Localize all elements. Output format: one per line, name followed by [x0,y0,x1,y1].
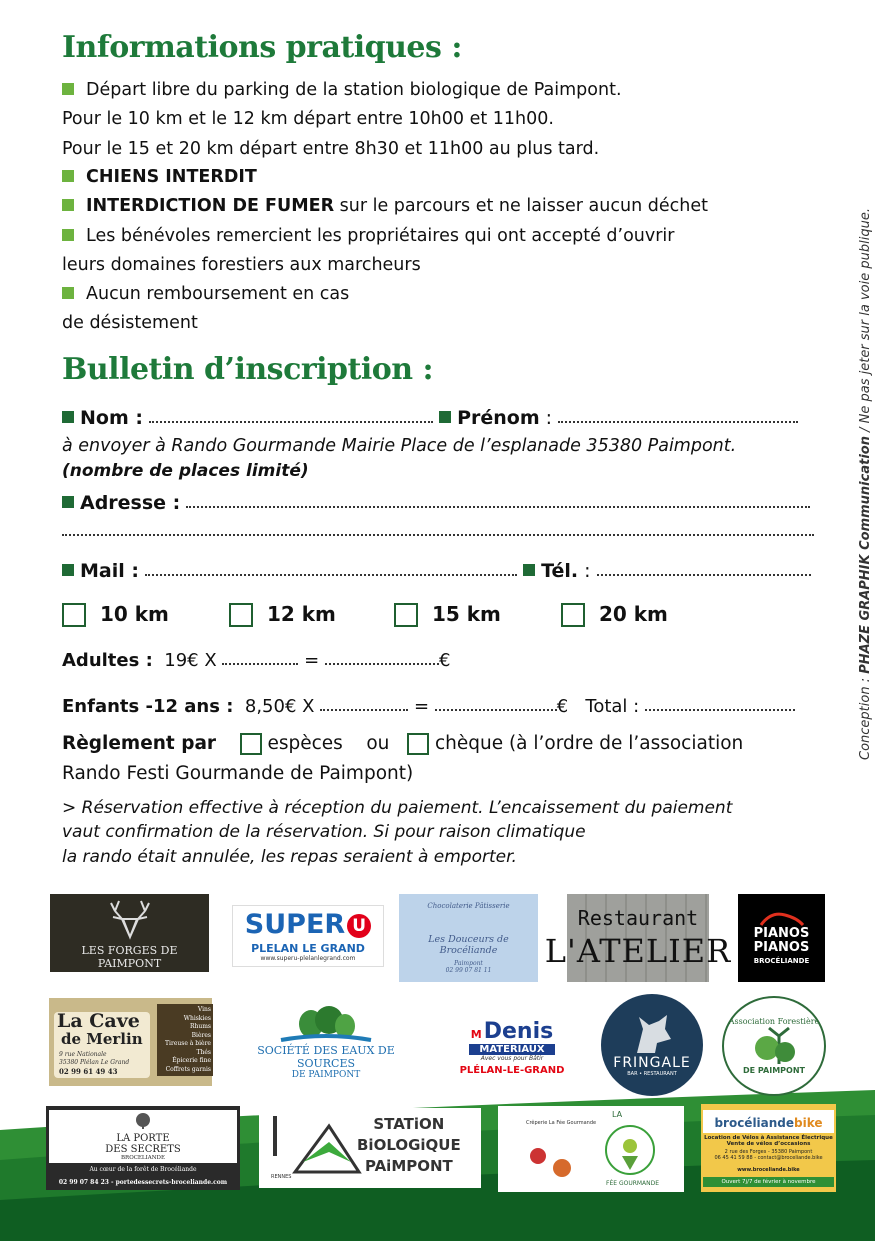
enfants-row: Enfants -12 ans : 8,50€ X = € Total : [62,696,795,717]
logo-association-forestiere: Association Forestière DE PAIMPONT [722,996,826,1096]
total-input[interactable] [645,697,795,711]
mail-input[interactable] [145,562,517,576]
logo-denis-materiaux: MDenis MATERIAUX Avec vous pour Bâtir PLÉLAN-LE-GRAND [446,1015,578,1079]
checkbox-15km[interactable] [394,603,418,627]
bullet-icon [62,229,74,241]
logo-douceurs-broceliande: Chocolaterie Pâtisserie Les Douceurs de Brocéliande Paimpont 02 99 07 81 11 [399,894,538,982]
adresse-input[interactable] [186,494,810,508]
mail-field[interactable]: Mail : Tél. : [62,560,811,582]
checkbox-10km[interactable] [62,603,86,627]
limited-places-text: (nombre de places limité) [62,461,309,481]
cave-product-list: Vins Whiskies Rhums Bières Tireuse à bière Thés Épicerie fine Coffrets garnis [157,1004,213,1076]
note-line-2: vaut confirmation de la réservation. Si pour raison climatique [62,822,586,842]
checkbox-20km[interactable] [561,603,585,627]
fairy-icon [600,1124,660,1178]
form-title: Bulletin d’inscription : [62,352,434,387]
bullet-icon [62,496,74,508]
piano-icon [757,911,807,927]
reglement-row: Règlement par espèces ou chèque (à l’ordre de l’association [62,733,744,754]
distance-12km[interactable]: 12 km [229,602,336,627]
deer-tree-icon [749,1026,799,1066]
logo-super-u: SUPER U PLELAN LE GRAND www.superu-plelanlegrand.com [232,905,384,967]
logo-station-biologique: RENNES STATiON BiOLOGiQUE PAiMPONT [259,1108,481,1188]
adultes-row: Adultes : 19€ X = € [62,650,451,671]
logo-broceliande-bike: brocéliandebike Location de Vélos à Assistance Électrique Vente de vélos d’occasions 2 rue des Forges - 35380 Paimpont 06 45 41 59 88 - contact@broceliande.bike www.broceliande.bike Ouvert 7j/7 de février à novembre [701,1104,836,1192]
info-line-7: leurs domaines forestiers aux marcheurs [62,255,421,275]
tree-icon [133,1113,153,1129]
logo-restaurant-atelier: Restaurant L'ATELIER [567,894,709,982]
wolf-icon [627,1013,677,1055]
trees-icon [281,1006,371,1044]
enfants-qty-input[interactable] [320,697,408,711]
info-line-1: Départ libre du parking de la station biologique de Paimpont. [62,80,622,100]
station-icon [269,1112,361,1182]
bullet-icon [439,411,451,423]
info-line-5: INTERDICTION DE FUMER sur le parcours et ne laisser aucun déchet [62,196,708,216]
bullet-icon [62,411,74,423]
bullet-icon [62,287,74,299]
distance-10km[interactable]: 10 km [62,602,169,627]
distance-15km[interactable]: 15 km [394,602,501,627]
side-credit: Conception : PHAZE GRAPHIK Communication / Ne pas jeter sur la voie publique. [858,208,873,760]
note-line-1: > Réservation effective à réception du paiement. L’encaissement du paiement [62,798,733,818]
adresse-input-line2[interactable] [62,534,814,536]
deer-icon [107,897,153,941]
bullet-icon [62,199,74,211]
creperie-icons [528,1144,578,1184]
checkbox-12km[interactable] [229,603,253,627]
info-title: Informations pratiques : [62,30,462,65]
logo-fringale: FRINGALE BAR • RESTAURANT [601,994,703,1096]
adultes-amount-input[interactable] [325,651,439,665]
info-line-4: CHIENS INTERDIT [62,167,257,187]
logo-fee-gourmande: Crêperie La Fée Gourmande LA FÉE GOURMANDE [498,1106,684,1192]
info-line-6: Les bénévoles remercient les propriétaires qui ont accepté d’ouvrir [62,226,675,246]
nom-field[interactable]: Nom : Prénom : [62,407,798,429]
info-line-3: Pour le 15 et 20 km départ entre 8h30 et 11h00 au plus tard. [62,139,600,159]
adultes-qty-input[interactable] [222,651,298,665]
bullet-icon [62,170,74,182]
info-line-8: Aucun remboursement en cas [62,284,349,304]
logo-eaux-de-sources: SOCIÉTÉ DES EAUX DE SOURCES DE PAIMPONT [227,1004,425,1082]
reglement-row-2: Rando Festi Gourmande de Paimpont) [62,763,414,784]
checkbox-especes[interactable] [240,733,262,755]
send-to-text: à envoyer à Rando Gourmande Mairie Place de l’esplanade 35380 Paimpont. [62,436,737,456]
logo-porte-des-secrets: LA PORTE DES SECRETS BROCELIANDE Au cœur de la forêt de Brocéliande 02 99 07 84 23 - portedessecrets-broceliande.com [46,1106,240,1190]
info-line-2: Pour le 10 km et le 12 km départ entre 10h00 et 11h00. [62,109,554,129]
logo-forges-de-paimpont: LES FORGES DE PAIMPONT [50,894,209,972]
tel-input[interactable] [597,562,811,576]
bullet-icon [62,564,74,576]
prenom-input[interactable] [558,409,798,423]
enfants-amount-input[interactable] [435,697,557,711]
bullet-icon [62,83,74,95]
info-line-9: de désistement [62,313,198,333]
logo-pianos-pianos: PIANOS PIANOS BROCÉLIANDE [738,894,825,982]
nom-input[interactable] [149,409,433,423]
adresse-field[interactable]: Adresse : [62,492,810,514]
super-u-mark: U [347,914,371,938]
distance-20km[interactable]: 20 km [561,602,668,627]
checkbox-cheque[interactable] [407,733,429,755]
logo-cave-de-merlin: La Cave de Merlin 9 rue Nationale 35380 Plélan Le Grand 02 99 61 49 43 Vins Whiskies Rhums Bières Tireuse à bière Thés Épicerie fine Coffrets garnis [49,998,212,1086]
note-line-3: la rando était annulée, les repas seraient à emporter. [62,847,517,867]
bullet-icon [523,564,535,576]
